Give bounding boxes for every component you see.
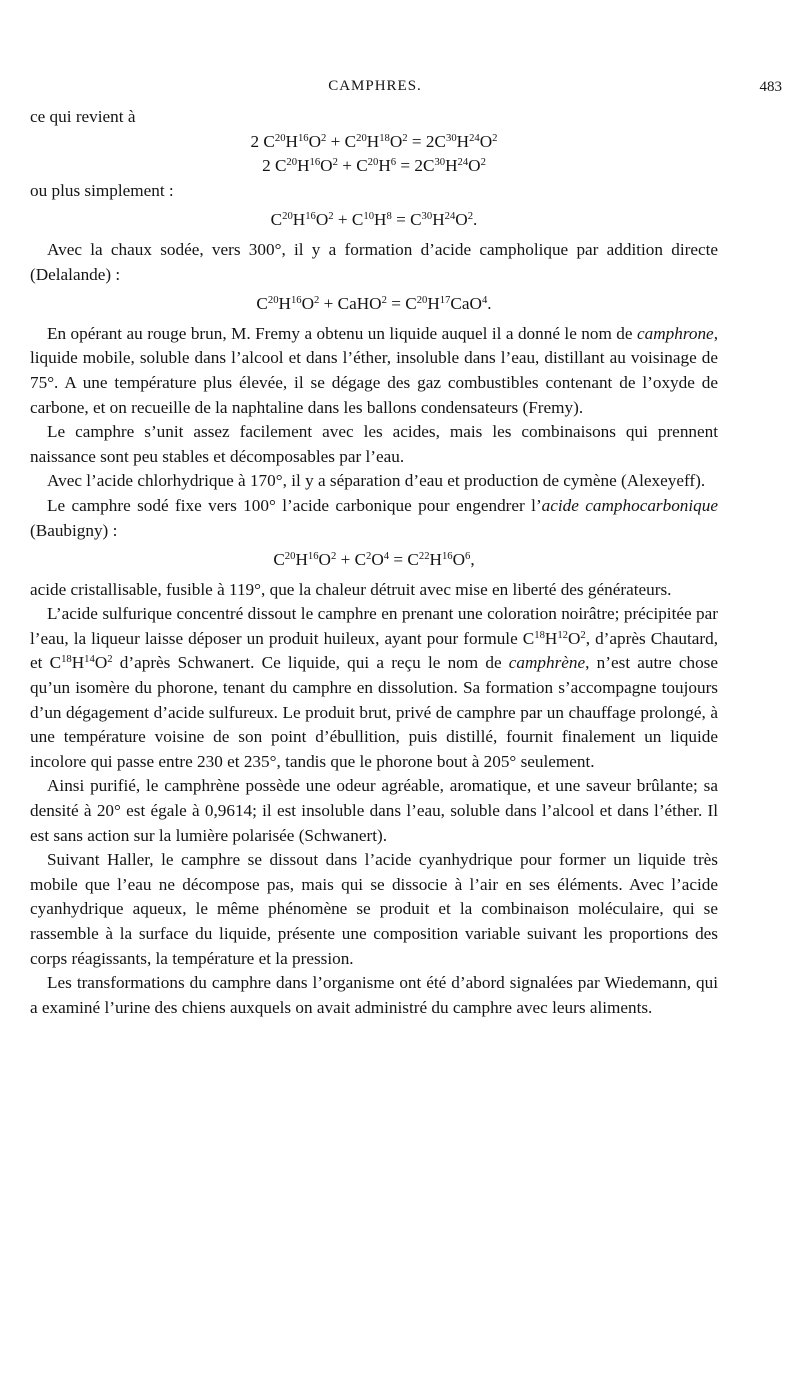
paragraph: Le camphre sodé fixe vers 100° l’acide carbonique pour engendrer l’acide camphocarbonique (Baubigny) : bbox=[30, 495, 718, 540]
paragraph: Les transformations du camphre dans l’organisme ont été d’abord signalées par Wiedemann, qui a examiné l’urine des chiens auxquels on avait administré du camphre avec leurs aliments. bbox=[30, 973, 718, 1017]
paragraph: Avec l’acide chlorhydrique à 170°, il y a séparation d’eau et production de cymène (Alexeyeff). bbox=[47, 471, 706, 491]
text-line: ou plus simplement : bbox=[30, 180, 174, 200]
chemical-formula: $C^{20}H^{16}O^2 + C^2O^4 = C^{22}H^{16}O^6$, bbox=[273, 550, 475, 570]
body-text bbox=[30, 105, 718, 1020]
paragraph: Suivant Haller, le camphre se dissout dans l’acide cyanhydrique pour former un liquide très mobile que l’eau ne décompose pas, mais qui se dissocie à l’air en ses éléments. Avec l’acide cyanhydrique aqueux, le même phénomène se produit et la combinaison moléculaire, qui se rassemble à la surface du liquide, présente une composition variable suivant les proportions des corps réagissants, la température et la pression. bbox=[30, 850, 718, 968]
chemical-formula: 2 $C^{20}H^{16}O^2 + C^{20}H^{18}O^2 = 2C^{30}H^{24}O^2$ bbox=[250, 131, 498, 151]
paragraph: En opérant au rouge brun, M. Fremy a obtenu un liquide auquel il a donné le nom de camphrone, liquide mobile, soluble dans l’alcool et dans l’éther, insoluble dans l’eau, distillant au voisinage de 75°. A une température plus élevée, il se dégage des gaz combustibles contenant de l’oxyde de carbone, et on recueille de la naphtaline dans les ballons condensateurs (Fremy). bbox=[30, 323, 718, 417]
page-number: 483 bbox=[759, 79, 782, 95]
paragraph: Ainsi purifié, le camphrène possède une odeur agréable, aromatique, et une saveur brûlante; sa densité à 20° est égale à 0,9614; il est insoluble dans l’eau, soluble dans l’alcool et dans l’éther. Il est sans action sur la lumière polarisée (Schwanert). bbox=[30, 776, 718, 845]
chemical-formula: 2 $C^{20}H^{16}O^2 + C^{20}H^6 = 2C^{30}H^{24}O^2$ bbox=[262, 156, 486, 176]
running-title: CAMPHRES. bbox=[328, 78, 422, 94]
chemical-formula: $C^{20}H^{16}O^2 + C^{10}H^8 = C^{30}H^{24}O^2$. bbox=[270, 210, 478, 230]
paragraph: L’acide sulfurique concentré dissout le camphre en prenant une coloration noirâtre; précipitée par l’eau, la liqueur laisse déposer un produit huileux, ayant pour formule $C^{18}H^{12}O^2$, d’après Chautard, et $C^{18}H^{14}O^2$ d’après Schwanert. Ce liquide, qui a reçu le nom de camphrène, n’est autre chose qu’un isomère du phorone, tenant du camphre en dissolution. Sa formation s’accompagne toujours d’un dégagement d’acide sulfureux. Le produit brut, privé de camphre par un chauffage prolongé, à une température voisine de son point d’ébullition, puis distillé, fournit finalement un liquide incolore qui passe entre 230 et 235°, tandis que le phorone bout à 205° seulement. bbox=[30, 604, 718, 771]
paragraph: Avec la chaux sodée, vers 300°, il y a formation d’acide campholique par addition directe (Delalande) : bbox=[30, 239, 718, 284]
paragraph: Le camphre s’unit assez facilement avec les acides, mais les combinaisons qui prennent naissance sont peu stables et décomposables par l’eau. bbox=[30, 422, 718, 466]
chemical-formula: $C^{20}H^{16}O^2$ + CaHO$^2$ = $C^{20}H^{17}CaO^4$. bbox=[256, 294, 492, 314]
text-line: acide cristallisable, fusible à 119°, que la chaleur détruit avec mise en liberté des générateurs. bbox=[30, 579, 672, 599]
text-line: ce qui revient à bbox=[30, 107, 136, 126]
